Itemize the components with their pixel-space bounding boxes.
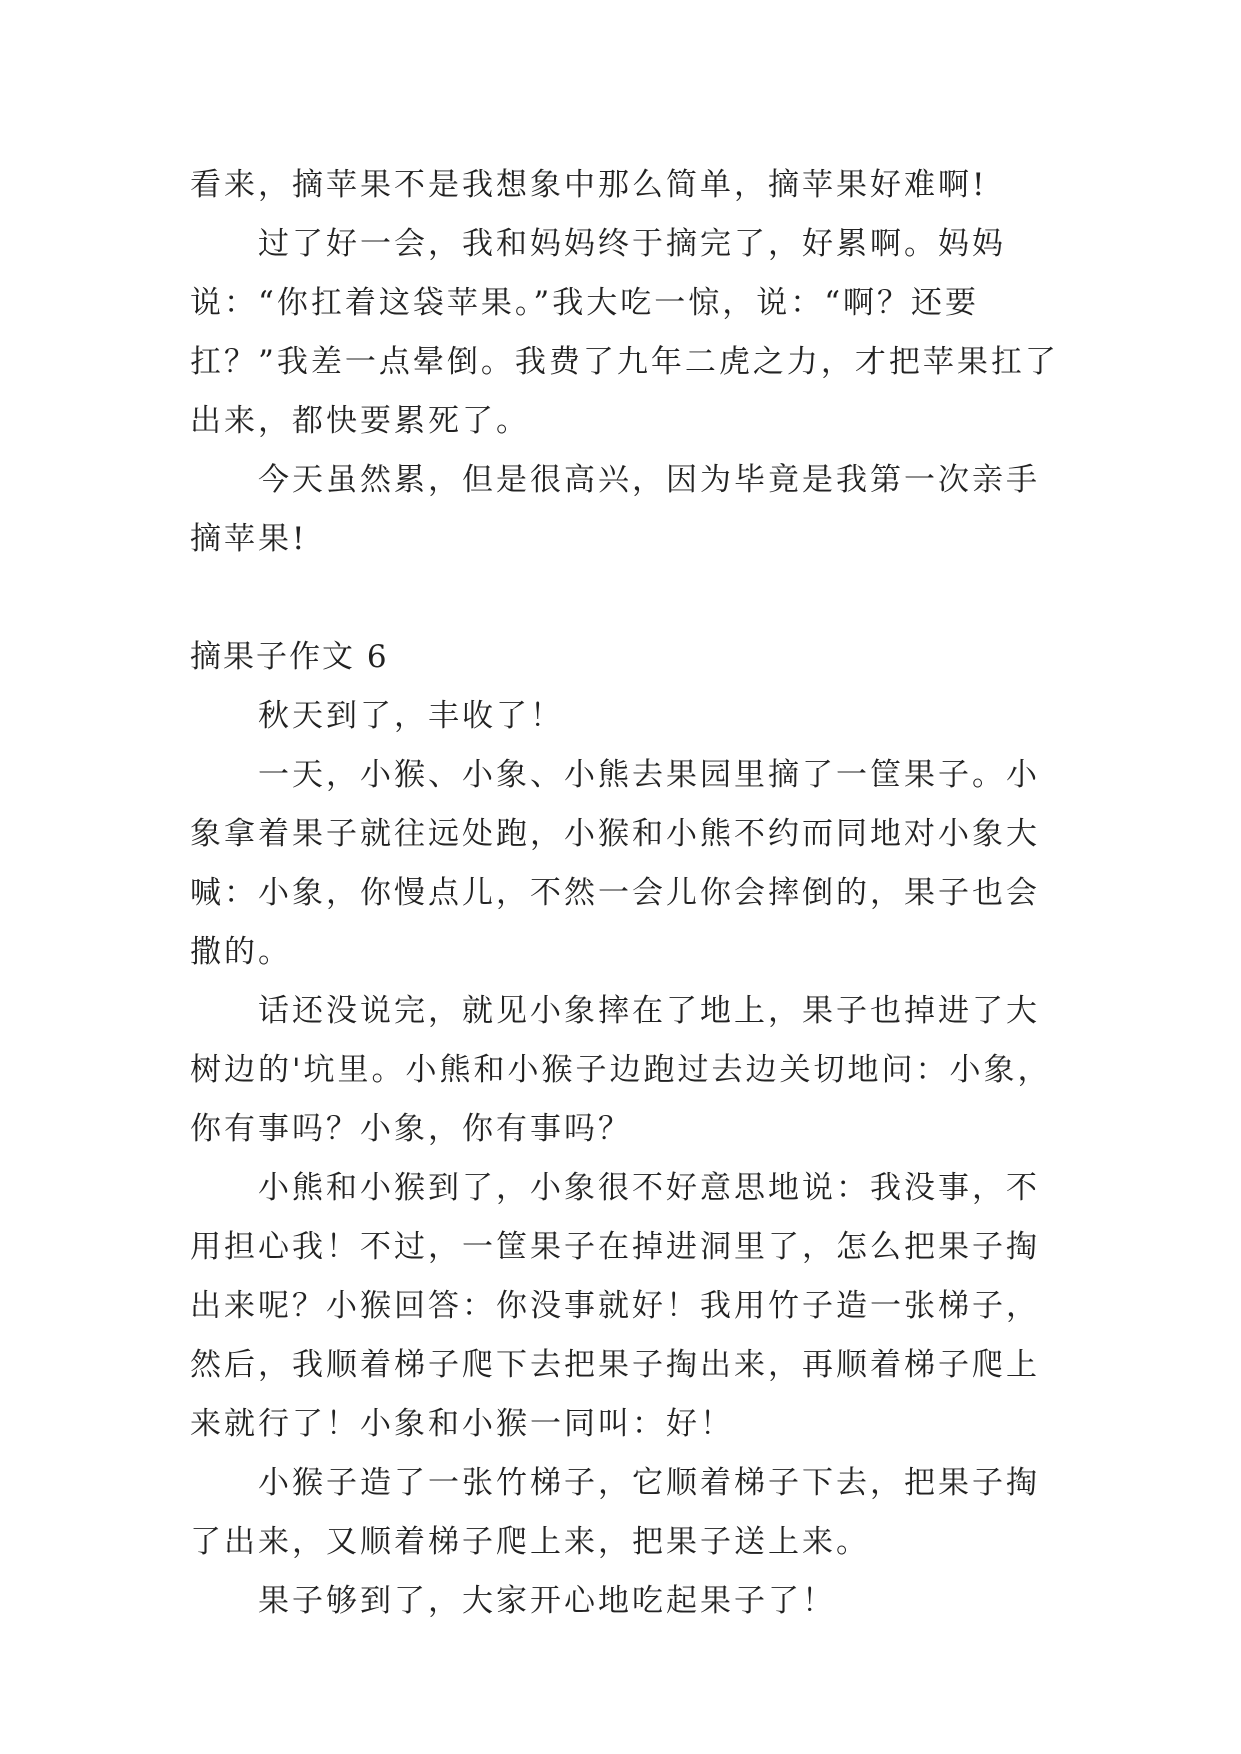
paragraph: 果子够到了，大家开心地吃起果子了！ [258, 1583, 836, 1619]
paragraph: 过了好一会，我和妈妈终于摘完了，好累啊。妈妈说：“你扛着这袋苹果。”我大吃一惊，说：“啊？还要扛？”我差一点晕倒。我费了九年二虎之力，才把苹果扛了出来，都快要累死了。 [190, 226, 1059, 439]
section-heading: 摘果子作文 6 [190, 639, 389, 675]
document-body [190, 156, 1070, 1631]
paragraph: 小熊和小猴到了，小象很不好意思地说：我没事，不用担心我！不过，一筐果子在掉进洞里了，怎么把果子掏出来呢？小猴回答：你没事就好！我用竹子造一张梯子，然后，我顺着梯子爬下去把果子掏出来，再顺着梯子爬上来就行了！小象和小猴一同叫：好！ [190, 1170, 1040, 1442]
paragraph: 话还没说完，就见小象摔在了地上，果子也掉进了大树边的'坑里。小熊和小猴子边跑过去边关切地问：小象，你有事吗？小象，你有事吗？ [190, 993, 1052, 1147]
paragraph: 秋天到了，丰收了！ [258, 698, 564, 734]
paragraph: 今天虽然累，但是很高兴，因为毕竟是我第一次亲手摘苹果! [190, 462, 1040, 557]
paragraph: 一天，小猴、小象、小熊去果园里摘了一筐果子。小象拿着果子就往远处跑，小猴和小熊不约而同地对小象大喊：小象，你慢点儿，不然一会儿你会摔倒的，果子也会撒的。 [190, 757, 1040, 970]
paragraph: 小猴子造了一张竹梯子，它顺着梯子下去，把果子掏了出来，又顺着梯子爬上来，把果子送上来。 [190, 1465, 1040, 1560]
paragraph: 看来，摘苹果不是我想象中那么简单，摘苹果好难啊! [190, 167, 988, 203]
